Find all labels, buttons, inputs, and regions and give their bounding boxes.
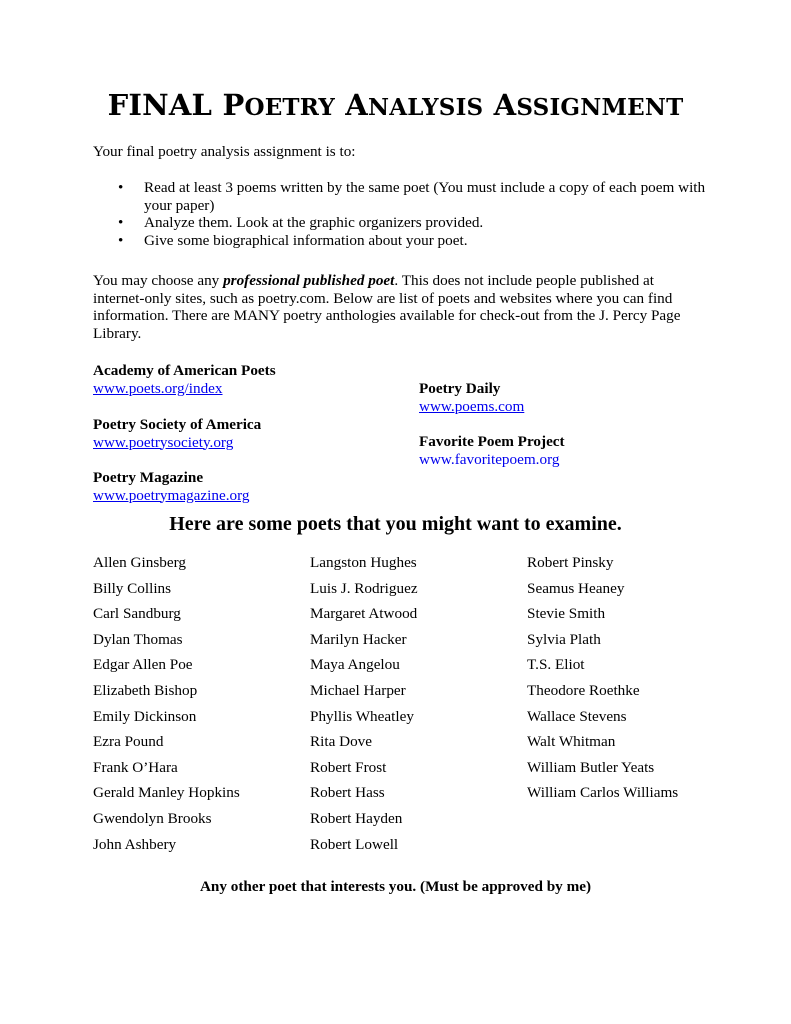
- instructions-paragraph: You may choose any professional published poet. This does not include people published at internet-only sites, such as poetry.com. Below are list of poets and websites where you can find information. There are MANY poetry anthologies available for check-out from the J. Percy Page Library.: [93, 272, 681, 342]
- title-word: ASSIGNMENT: [493, 88, 684, 122]
- list-item: Robert Frost: [310, 758, 387, 776]
- list-item: Margaret Atwood: [310, 605, 418, 623]
- website-name: Poetry Society of America: [93, 416, 262, 433]
- list-item: • Analyze them. Look at the graphic organizers provided.: [118, 214, 708, 232]
- list-item: Rita Dove: [310, 733, 373, 751]
- list-item: Seamus Heaney: [527, 579, 625, 597]
- list-item: Michael Harper: [310, 681, 406, 699]
- list-item: Robert Lowell: [310, 835, 399, 853]
- website-magazine: [93, 469, 249, 504]
- title-first-word: FINAL: [107, 88, 223, 122]
- website-link[interactable]: www.poets.org/index: [93, 379, 223, 397]
- website-society: [93, 416, 261, 451]
- poets-heading: Here are some poets that you might want to examine.: [169, 513, 622, 535]
- poets-column-3: [527, 553, 678, 809]
- footer-note: Any other poet that interests you. (Must be approved by me): [199, 878, 592, 895]
- website-name: Academy of American Poets: [93, 362, 276, 379]
- title-word: POETRY: [222, 88, 335, 122]
- list-item: Frank O’Hara: [93, 758, 178, 776]
- list-item: Langston Hughes: [310, 554, 417, 571]
- list-item: Gerald Manley Hopkins: [93, 784, 240, 802]
- website-link[interactable]: www.poetrysociety.org: [93, 433, 234, 451]
- list-item: Ezra Pound: [93, 733, 164, 751]
- website-name: Favorite Poem Project: [419, 433, 565, 450]
- website-favorite: [419, 433, 565, 468]
- website-link[interactable]: www.favoritepoem.org: [419, 450, 560, 468]
- list-item: John Ashbery: [93, 835, 177, 853]
- emphasis-text: professional published poet: [223, 272, 395, 289]
- list-item: Edgar Allen Poe: [93, 656, 193, 674]
- list-item: Emily Dickinson: [93, 707, 197, 725]
- website-daily: [419, 380, 524, 415]
- list-item: Marilyn Hacker: [310, 630, 407, 648]
- website-name: Poetry Daily: [419, 380, 501, 397]
- list-item: Billy Collins: [93, 579, 172, 597]
- list-item: • Read at least 3 poems written by the same poet (You must include a copy of each poem with your paper): [118, 179, 708, 214]
- list-item: Elizabeth Bishop: [93, 681, 198, 699]
- title-word: ANALYSIS: [345, 88, 484, 122]
- poets-column-1: [93, 553, 240, 860]
- list-item: Wallace Stevens: [527, 707, 627, 725]
- list-item: Sylvia Plath: [527, 630, 601, 648]
- list-item: Dylan Thomas: [93, 630, 183, 648]
- list-item: Robert Hass: [310, 784, 385, 802]
- list-item: Allen Ginsberg: [93, 554, 186, 571]
- list-item: Maya Angelou: [310, 656, 400, 674]
- website-link[interactable]: www.poetrymagazine.org: [93, 486, 250, 504]
- list-item: Phyllis Wheatley: [310, 707, 414, 725]
- website-academy: [93, 362, 276, 397]
- list-item: • Give some biographical information about your poet.: [118, 232, 708, 250]
- list-item: William Butler Yeats: [527, 758, 655, 776]
- list-item: Carl Sandburg: [93, 605, 181, 623]
- poets-column-2: [310, 553, 418, 860]
- intro-text: Your final poetry analysis assignment is to:: [93, 143, 356, 160]
- list-item: Gwendolyn Brooks: [93, 809, 212, 827]
- list-item: Luis J. Rodriguez: [310, 579, 418, 597]
- list-item: William Carlos Williams: [527, 784, 679, 802]
- list-item: Robert Pinsky: [527, 554, 614, 571]
- website-name: Poetry Magazine: [93, 469, 204, 486]
- list-item: Theodore Roethke: [527, 681, 640, 699]
- page-title: [0, 88, 791, 122]
- list-item: Walt Whitman: [527, 733, 616, 751]
- requirements-list: [118, 179, 708, 249]
- website-link[interactable]: www.poems.com: [419, 397, 525, 415]
- list-item: T.S. Eliot: [527, 656, 585, 674]
- list-item: Stevie Smith: [527, 605, 606, 623]
- list-item: Robert Hayden: [310, 809, 403, 827]
